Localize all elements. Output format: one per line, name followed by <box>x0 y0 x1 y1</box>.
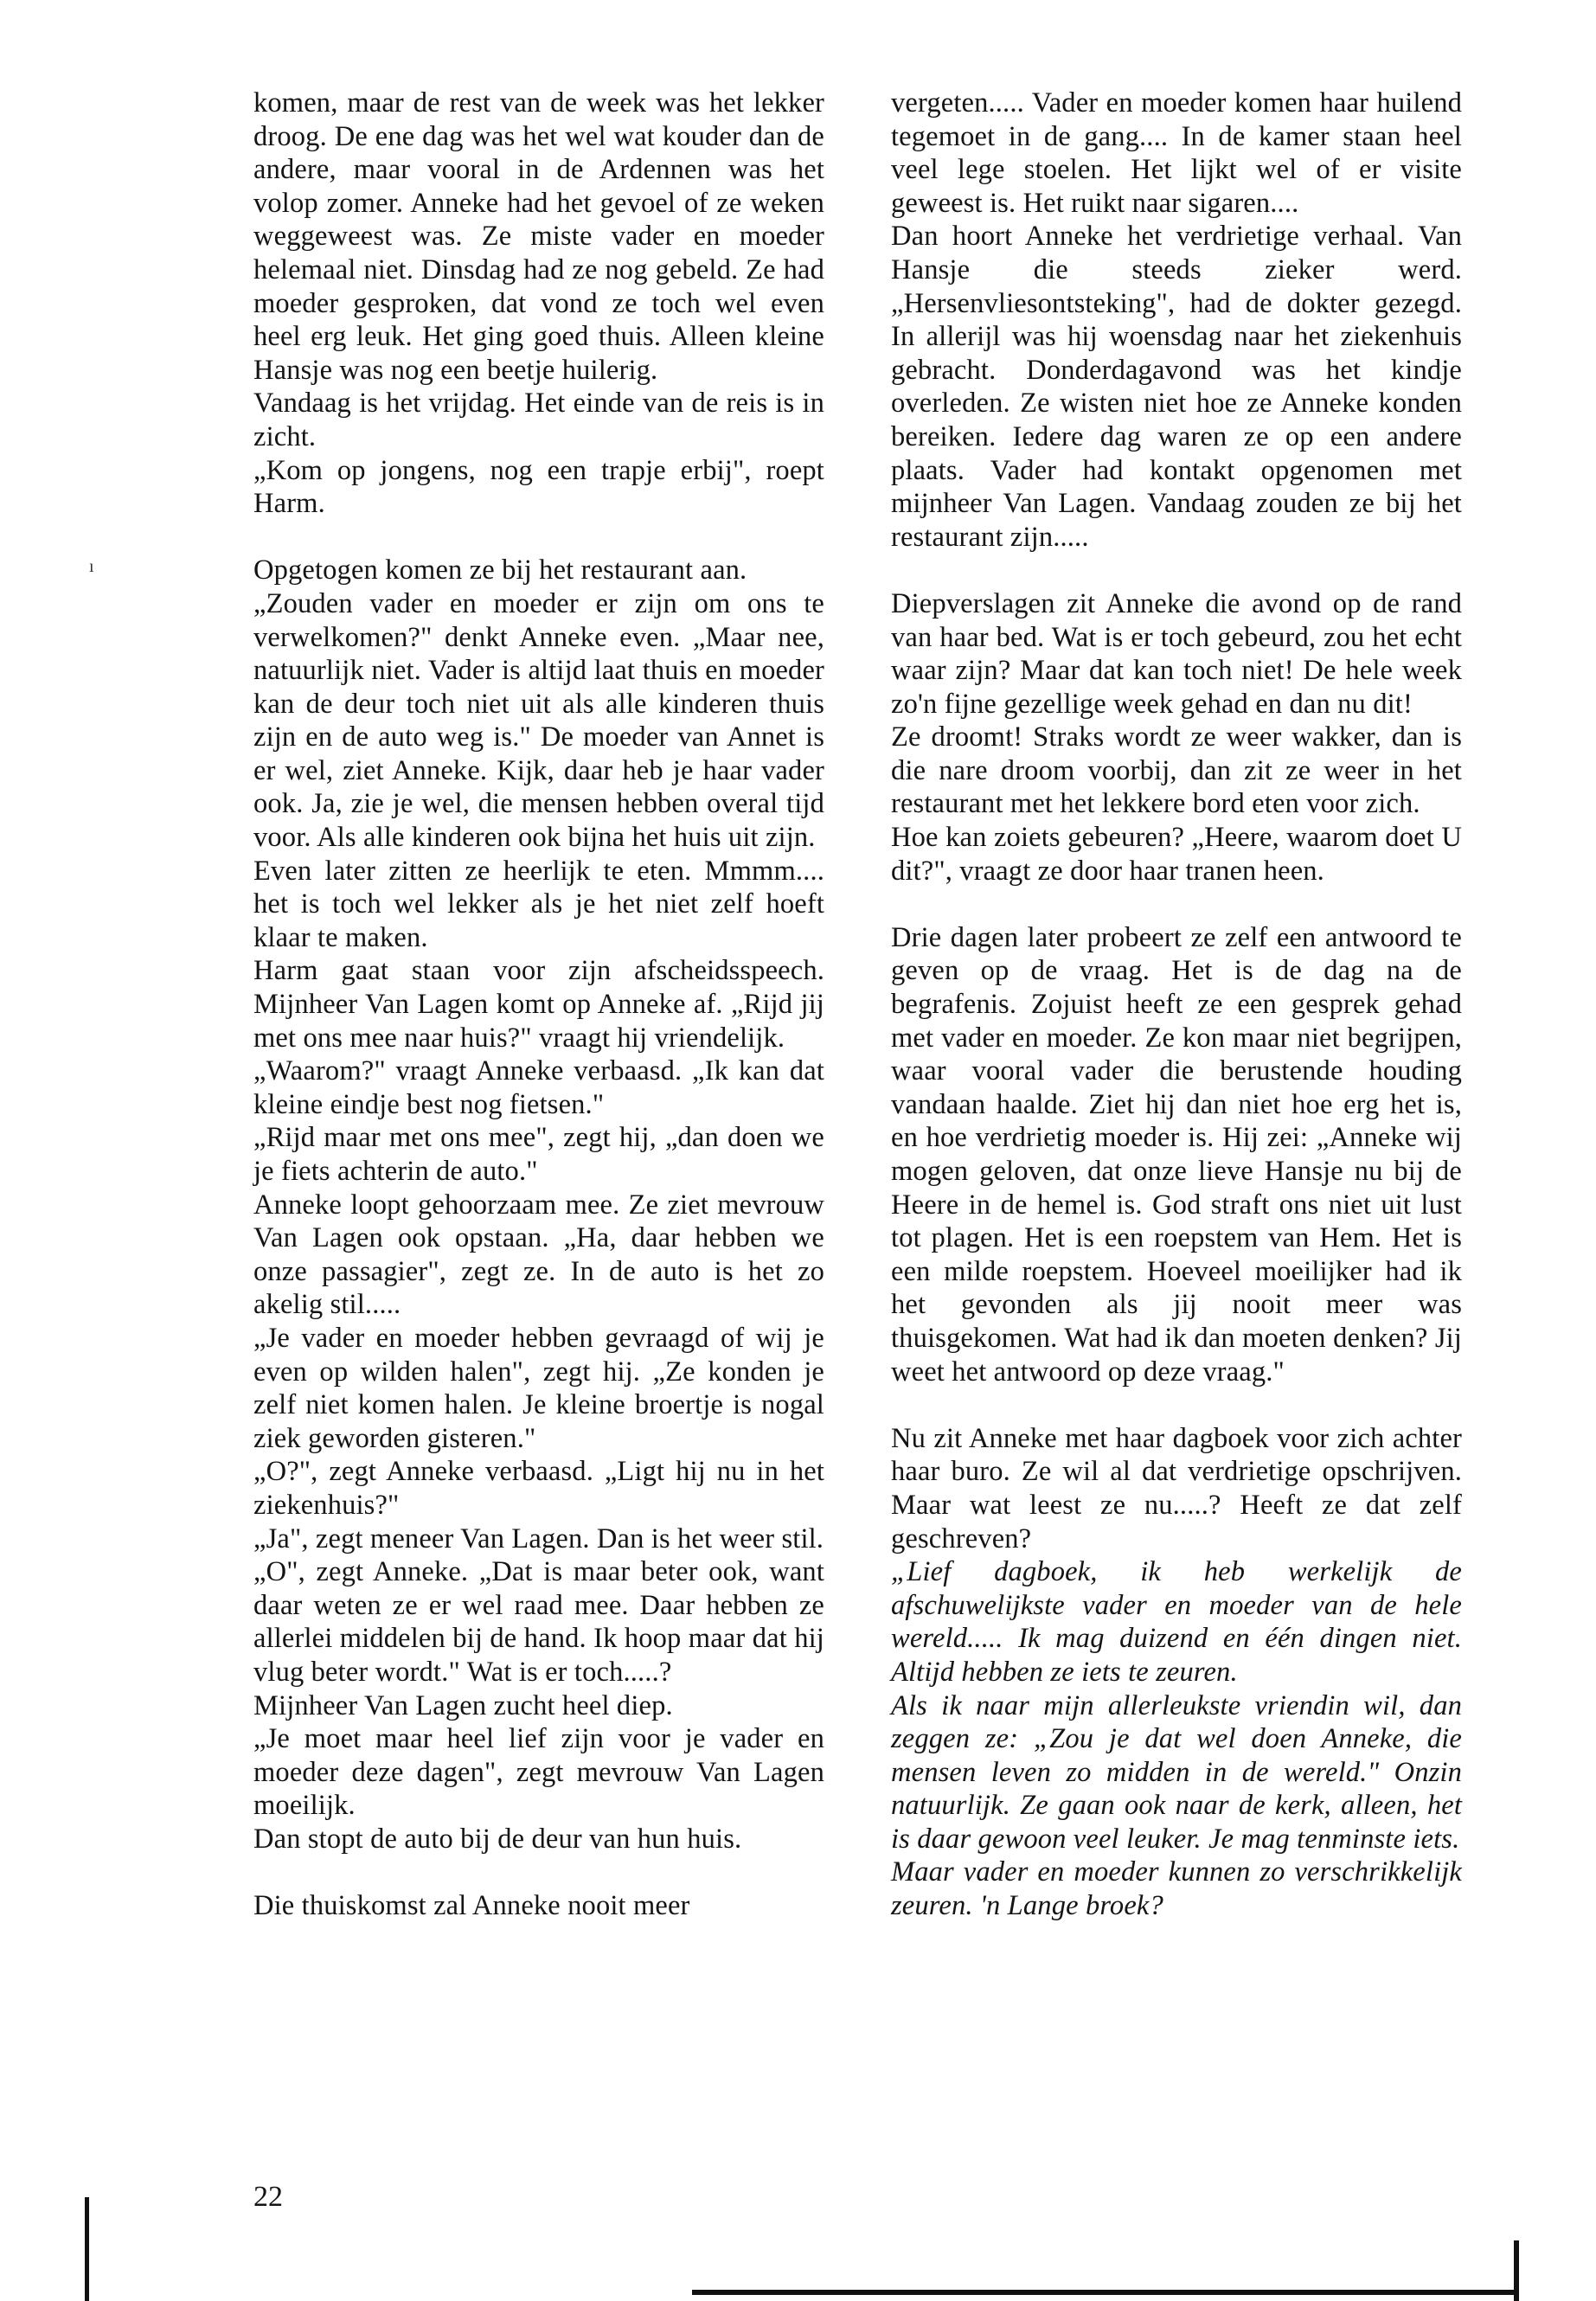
paragraph: „Waarom?" vraagt Anneke verbaasd. „Ik kan dat kleine eindje best nog fietsen." <box>253 1055 824 1120</box>
paragraph: Dan hoort Anneke het verdrietige verhaal. Van Hansje die steeds zieker werd. „Hersenvliesontsteking", had de dokter gezegd. In allerijl was hij woensdag naar het ziekenhuis gebracht. Donderdagavond was het kindje overleden. Ze wisten niet hoe ze Anneke konden bereiken. Iedere dag waren ze op een andere plaats. Vader had kontakt opgenomen met mijnheer Van Lagen. Vandaag zouden ze bij het restaurant zijn..... <box>891 221 1462 553</box>
paragraph: Opgetogen komen ze bij het restaurant aan. <box>253 554 747 586</box>
paragraph: „Je moet maar heel lief zijn voor je vader en moeder deze dagen", zegt mevrouw Van Lagen moeilijk. <box>253 1723 824 1822</box>
diary-paragraph: Maar vader en moeder kunnen zo verschrikkelijk zeuren. 'n Lange broek? <box>891 1856 1462 1922</box>
paragraph: „Rijd maar met ons mee", zegt hij, „dan doen we je fiets achterin de auto." <box>253 1122 824 1187</box>
paragraph-gap <box>891 888 1462 921</box>
paragraph: Harm gaat staan voor zijn afscheidsspeech. Mijnheer Van Lagen komt op Anneke af. „Rijd jij met ons mee naar huis?" vraagt hij vriendelijk. <box>253 955 824 1054</box>
paragraph-gap <box>891 1388 1462 1422</box>
diary-paragraph: „Lief dagboek, ik heb werkelijk de afschuwelijkste vader en moeder van de hele wereld..... Ik mag duizend en één dingen niet. Altijd hebben ze iets te zeuren. <box>891 1556 1462 1688</box>
page-number: 22 <box>253 2181 283 2213</box>
scan-edge-right <box>1514 2240 1519 2301</box>
paragraph-gap <box>891 554 1462 587</box>
paragraph: vergeten..... Vader en moeder komen haar huilend tegemoet in de gang.... In de kamer staan heel veel lege stoelen. Het lijkt wel of er visite geweest is. Het ruikt naar sigaren.... <box>891 87 1462 219</box>
margin-mark: ı <box>89 557 94 576</box>
paragraph: „Zouden vader en moeder er zijn om ons te verwelkomen?" denkt Anneke even. „Maar nee, natuurlijk niet. Vader is altijd laat thuis en moeder kan de deur toch niet uit als alle kinderen thuis zijn en de auto weg is." De moeder van Annet is er wel, ziet Anneke. Kijk, daar heb je haar vader ook. Ja, zie je wel, die mensen hebben overal tijd voor. Als alle kinderen ook bijna het huis uit zijn. <box>253 587 824 854</box>
paragraph-gap <box>253 521 824 554</box>
paragraph: „O", zegt Anneke. „Dat is maar beter ook, want daar weten ze er wel raad mee. Daar hebben ze allerlei middelen bij de hand. Ik hoop maar dat hij vlug beter wordt." Wat is er toch.....? <box>253 1556 824 1688</box>
paragraph: Die thuiskomst zal Anneke nooit meer <box>253 1890 690 1922</box>
paragraph: Diepverslagen zit Anneke die avond op de rand van haar bed. Wat is er toch gebeurd, zou het echt waar zijn? Maar dat kan toch niet! De hele week zo'n fijne gezellige week gehad en dan nu dit! <box>891 587 1462 720</box>
paragraph: Vandaag is het vrijdag. Het einde van de reis is in zicht. <box>253 388 824 452</box>
paragraph: Even later zitten ze heerlijk te eten. Mmmm.... het is toch wel lekker als je het niet zelf hoeft klaar te maken. <box>253 855 824 953</box>
paragraph: Mijnheer Van Lagen zucht heel diep. <box>253 1689 673 1721</box>
paragraph: Hoe kan zoiets gebeuren? „Heere, waarom doet U dit?", vraagt ze door haar tranen heen. <box>891 822 1462 887</box>
paragraph: komen, maar de rest van de week was het lekker droog. De ene dag was het wel wat kouder dan de andere, maar vooral in de Ardennen was het volop zomer. Anneke had het gevoel of ze weken weggeweest was. Ze miste vader en moeder helemaal niet. Dinsdag had ze nog gebeld. Ze had moeder gesproken, dat vond ze toch wel even heel erg leuk. Het ging goed thuis. Alleen kleine Hansje was nog een beetje huilerig. <box>253 87 824 386</box>
paragraph: „Kom op jongens, nog een trapje erbij", roept Harm. <box>253 454 824 520</box>
diary-paragraph: Als ik naar mijn allerleukste vriendin wil, dan zeggen ze: „Zou je dat wel doen Anneke, die mensen leven zo midden in de wereld." Onzin natuurlijk. Ze gaan ook naar de kerk, alleen, het is daar gewoon veel leuker. Je mag tenminste iets. <box>891 1689 1462 1855</box>
paragraph: Ze droomt! Straks wordt ze weer wakker, dan is die nare droom voorbij, dan zit ze weer in het restaurant met het lekkere bord eten voor zich. <box>891 721 1462 820</box>
text-column-left <box>253 87 824 1923</box>
paragraph: Nu zit Anneke met haar dagboek voor zich achter haar buro. Ze wil al dat verdrietige opschrijven. Maar wat leest ze nu.....? Heeft ze dat zelf geschreven? <box>891 1422 1462 1554</box>
paragraph: Drie dagen later probeert ze zelf een antwoord te geven op de vraag. Het is de dag na de begrafenis. Zojuist heeft ze een gesprek gehad met vader en moeder. Ze kon maar niet begrijpen, waar vooral vader die berustende houding vandaan haalde. Ziet hij dan niet hoe erg het is, en hoe verdrietig moeder is. Hij zei: „Anneke wij mogen geloven, dat onze lieve Hansje nu bij de Heere in de hemel is. God straft ons niet uit lust tot plagen. Het is een roepstem van Hem. Het is een milde roepstem. Hoeveel moeilijker had ik het gevonden als jij nooit meer was thuisgekomen. Wat had ik dan moeten denken? Jij weet het antwoord op deze vraag." <box>891 921 1462 1388</box>
scan-edge-left <box>85 2197 89 2301</box>
paragraph-gap <box>253 1856 824 1889</box>
text-column-right <box>891 87 1462 1923</box>
paragraph: „Je vader en moeder hebben gevraagd of wij je even op wilden halen", zegt hij. „Ze konden je zelf niet komen halen. Je kleine broertje is nogal ziek geworden gisteren." <box>253 1322 824 1454</box>
paragraph: Anneke loopt gehoorzaam mee. Ze ziet mevrouw Van Lagen ook opstaan. „Ha, daar hebben we onze passagier", zegt ze. In de auto is het zo akelig stil..... <box>253 1189 824 1321</box>
scan-edge-bottom <box>692 2290 1514 2295</box>
paragraph: „O?", zegt Anneke verbaasd. „Ligt hij nu in het ziekenhuis?" <box>253 1456 824 1521</box>
paragraph: Dan stopt de auto bij de deur van hun huis. <box>253 1823 742 1855</box>
paragraph: „Ja", zegt meneer Van Lagen. Dan is het weer stil. <box>253 1522 824 1554</box>
